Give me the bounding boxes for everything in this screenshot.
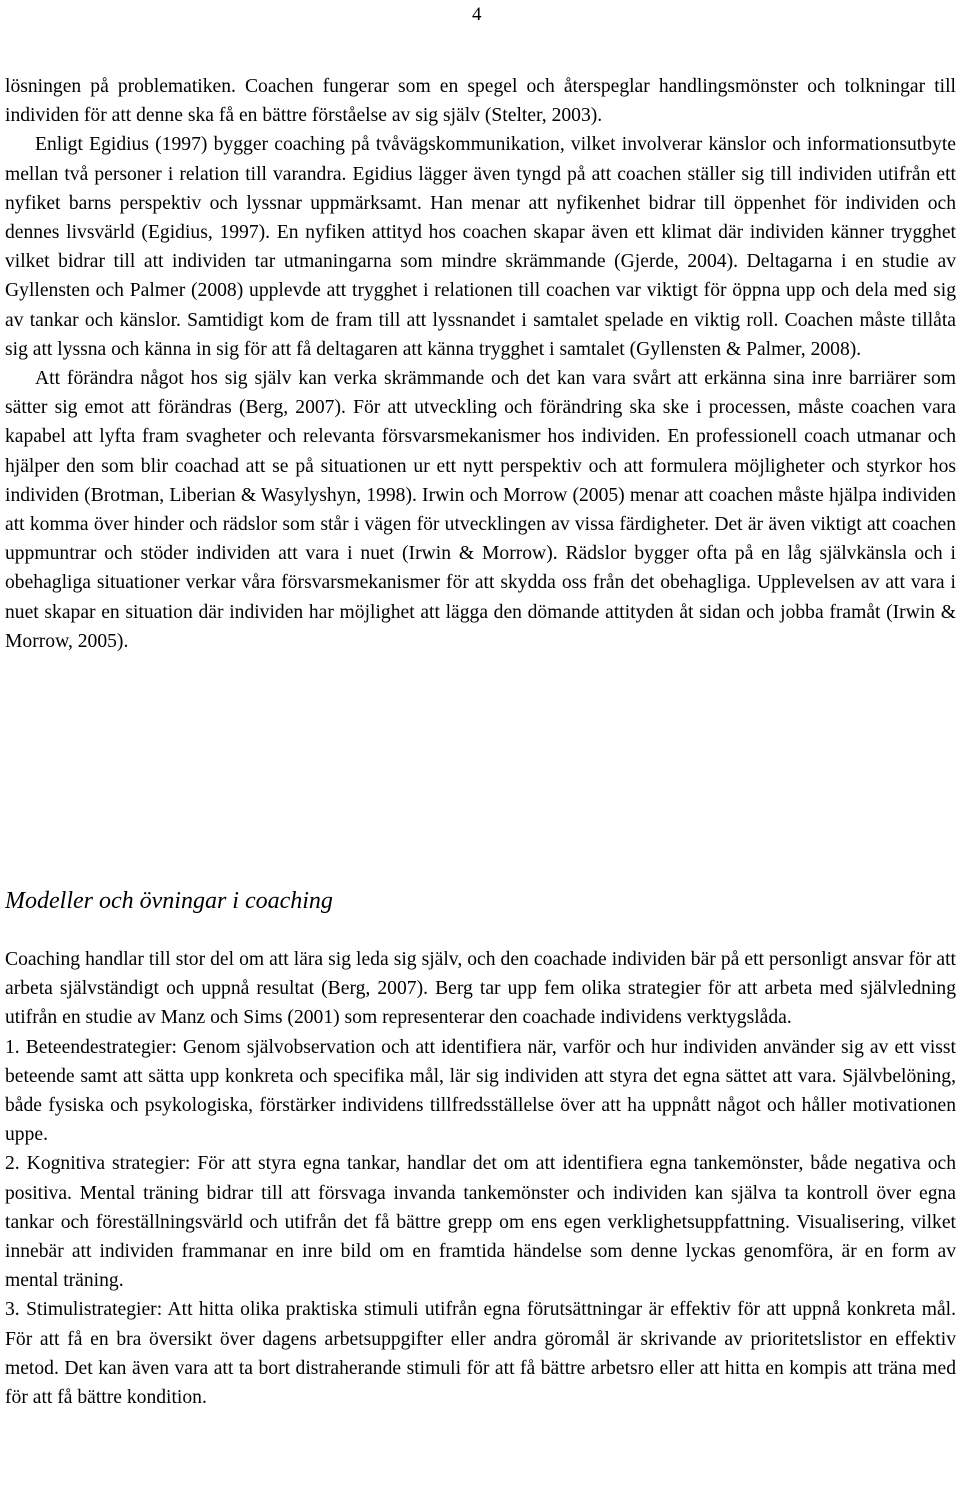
paragraph-change: Att förändra något hos sig själv kan verka skrämmande och det kan vara svårt att erkänna sina inre barriärer som sätter sig emot att förändras (Berg, 2007). För att utveckling och förändring ska ske i processen, måste coachen vara kapabel att lyfta fram svagheter och relevanta försvarsmekanismer hos individen. En professionell coach utmanar och hjälper den som blir coachad att se på situationen ur ett nytt perspektiv och att formulera möjligheter och styrkor hos individen (Brotman, Liberian & Wasylyshyn, 1998). Irwin och Morrow (2005) menar att coachen måste hjälpa individen att komma över hinder och rädslor som står i vägen för utvecklingen av vissa färdigheter. Det är även viktigt att coachen uppmuntrar och stöder individen att vara i nuet (Irwin & Morrow). Rädslor bygger ofta på en låg självkänsla och i obehagliga situationer verkar våra försvarsmekanismer för att skydda oss från det obehagliga. Upplevelsen av att vara i nuet skapar en situation där individen har möjlighet att lägga den dömande attityden åt sidan och jobba framåt (Irwin & Morrow, 2005). — [5, 368, 956, 652]
page-number: 4 — [472, 4, 482, 25]
list-item-stimuli-strategies: 3. Stimulistrategier: Att hitta olika praktiska stimuli utifrån egna förutsättningar är effektiv för att uppnå konkreta mål. För att få en bra översikt över dagens arbetsuppgifter eller andra göromål är skrivande av prioritetslistor en effektiv metod. Det kan även vara att ta bort distraherande stimuli för att få bättre arbetsro eller att hitta en kompis att träna med för att få bättre kondition. — [5, 1299, 956, 1409]
paragraph-egidius: Enligt Egidius (1997) bygger coaching på tvåvägskommunikation, vilket involverar känslor och informationsutbyte mellan två personer i relation till varandra. Egidius lägger även tyngd på att coachen ställer sig till individen utifrån ett nyfiket barns perspektiv och lyssnar uppmärksamt. Han menar att nyfikenhet bidrar till öppenhet för individen och dennes livsvärld (Egidius, 1997). En nyfiken attityd hos coachen skapar även ett klimat där individen känner trygghet vilket bidrar till att individen tar utmaningarna som mindre skrämmande (Gjerde, 2004). Deltagarna i en studie av Gyllensten och Palmer (2008) upplevde att trygghet i relationen till coachen var viktigt för öppna upp och dela med sig av tankar och känslor. Samtidigt kom de fram till att lyssnandet i samtalet spelade en viktig roll. Coachen måste tillåta sig att lyssna och känna in sig för att få deltagaren att känna trygghet i samtalet (Gyllensten & Palmer, 2008). — [5, 134, 956, 360]
body-text-block-1 — [5, 72, 956, 656]
body-text-block-2 — [5, 945, 956, 1412]
section-heading: Modeller och övningar i coaching — [5, 888, 333, 914]
list-item-cognitive-strategies: 2. Kognitiva strategier: För att styra egna tankar, handlar det om att identifiera egna tankemönster, både negativa och positiva. Mental träning bidrar till att försvaga invanda tankemönster och individen kan själva ta kontroll över egna tankar och föreställningsvärld och utifrån det få bättre grepp om ens egen verklighetsuppfattning. Visualisering, vilket innebär att individen frammanar en inre bild om en framtida händelse som denne lyckas genomföra, är en form av mental träning. — [5, 1153, 956, 1292]
paragraph-intro: Coaching handlar till stor del om att lära sig leda sig själv, och den coachade individen bär på ett personligt ansvar för att arbeta självständigt och uppnå resultat (Berg, 2007). Berg tar upp fem olika strategier för att arbeta med självledning utifrån en studie av Manz och Sims (2001) som representerar den coachade individens verktygslåda. — [5, 949, 956, 1029]
paragraph-continued: lösningen på problematiken. Coachen fungerar som en spegel och återspeglar handlingsmönster och tolkningar till individen för att denne ska få en bättre förståelse av sig själv (Stelter, 2003). — [5, 76, 956, 127]
list-item-behavior-strategies: 1. Beteendestrategier: Genom självobservation och att identifiera när, varför och hur individen använder sig av ett visst beteende samt att sätta upp konkreta och specifika mål, lär sig individen att styra det egna sättet att vara. Självbelöning, både fysiska och psykologiska, förstärker individens tillfredsställelse över att ha uppnått något och håller motivationen uppe. — [5, 1036, 956, 1146]
